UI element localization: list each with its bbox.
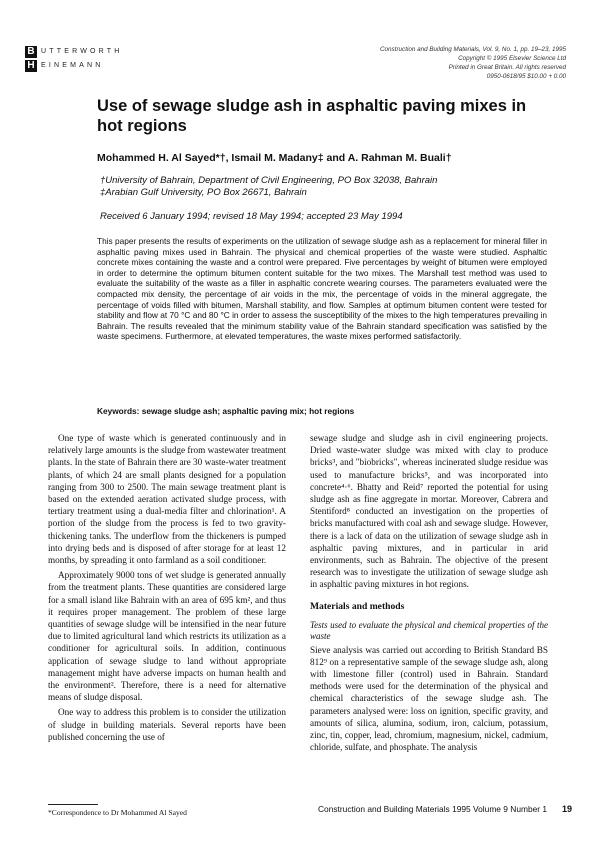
footnote-rule xyxy=(48,804,98,805)
paragraph: sewage sludge and sludge ash in civil engineering projects. Dried waste-water sludge was mixed with clay to produce bricks³, and "biobricks", whereas incinerated sludge residue was used to manufacture bricks⁵, and was incorporated into concrete⁴·⁶. Bhatty and Reid⁷ reported the potential for using sludge ash as fine aggregate in mortar. Moreover, Cabrera and Stentiford⁸ conducted an investigation on the properties of bricks manufactured with coal ash and sewage sludge. However, there is a lack of data on the utilization of sewage sludge ash in asphaltic paving mixtures, and in particular in arid environments, such as Bahrain. The objective of the present research was to investigate the utilization of sewage sludge ash in asphaltic paving mixtures in hot regions. xyxy=(310,433,548,590)
journal-info xyxy=(326,45,566,81)
affiliations xyxy=(100,175,520,198)
paragraph: Sieve analysis was carried out according to British Standard BS 812⁹ on a representative sample of the sewage sludge ash, along with limestone filler (control) used in Bahrain. Standard methods were used for the determination of the physical and chemical characteristics of the sewage sludge ash. The parameters analysed were: loss on ignition, specific gravity, and amounts of silica, alumina, sodium, iron, calcium, potassium, zinc, tin, copper, lead, chromium, magnesium, nickel, cadmium, chloride, sulfate, and phosphate. The analysis xyxy=(310,644,548,753)
affiliation-1: †University of Bahrain, Department of Civil Engineering, PO Box 32038, Bahrain xyxy=(100,175,438,186)
paragraph: One type of waste which is generated continuously and in relatively large amounts is the sludge from wastewater treatment plants. In the state of Bahrain there are 30 waste-water treatment plants, of which 24 are small plants designed for a population ranging from 300 to 2500. The main sewage treatment plant is based on the extended aeration activated sludge process, with tertiary treatment using a dual-media filter and chlorination¹. A portion of the sludge from the process is fed to two gravity-thickening tanks. The underflow from the thickeners is pumped into drying beds and is disposed of after storage for at least 12 months, by spreading it onto farmland as a soil conditioner. xyxy=(48,433,286,566)
logo-word-top: UTTERWORTH xyxy=(41,48,123,55)
journal-citation: Construction and Building Materials, Vol. 9, No. 1, pp. 19–23, 1995 xyxy=(380,46,566,53)
abstract: This paper presents the results of experiments on the utilization of sewage sludge ash as a replacement for mineral filler in asphaltic paving mixes used in Bahrain. The physical and chemical properties of the waste were studied. Asphaltic concrete mixes containing the waste and a control were prepared. Five percentages by weight of bitumen were employed in order to determine the optimum bitumen content suitable for the two mixes. The Marshall test method was used to evaluate the suitability of the waste as a filler in asphaltic concrete wearing courses. The parameters evaluated were the compacted mix density, the percentage of air voids in the mix, the percentage of voids in the mineral aggregate, the percentage of voids filled with bitumen, Marshall stability, and flow. Samples at optimum bitumen content were tested for stability and flow at 70 °C and 80 °C in order to assess the susceptibility of the mixes to the high temperatures prevailing in Bahrain. The results revealed that the minimum stability value of the Bahrain standard specification was satisfied by the waste specimens. Furthermore, at elevated temperatures, the waste mixes performed satisfactorily. xyxy=(97,236,547,342)
journal-issn: 0950-0618/95 $10.00 + 0.00 xyxy=(486,73,566,80)
logo-letter-h: H xyxy=(25,60,37,72)
journal-copyright: Copyright © 1995 Elsevier Science Ltd xyxy=(458,55,566,62)
keywords: Keywords: sewage sludge ash; asphaltic paving mix; hot regions xyxy=(97,406,355,416)
body-column-right xyxy=(310,432,548,756)
paragraph: Approximately 9000 tons of wet sludge is generated annually from the treatment plants. These quantities are considered large for a small island like Bahrain with an area of 695 km², and thus it requires proper management. The problem of these large quantities of sewage sludge will be intensified in the near future due to limited agricultural land which restricts its utilization as a conditioner for agricultural soils. In addition, continuous application of sewage sludge to land without appropriate management might have adverse impacts on human health and the environment². Therefore, there is a need for alternative means of sludge disposal. xyxy=(48,570,286,703)
paragraph: One way to address this problem is to consider the utilization of sludge in building materials. Several reports have been published concerning the use of xyxy=(48,707,286,742)
body-column-left xyxy=(48,432,286,746)
paper-title: Use of sewage sludge ash in asphaltic paving mixes in hot regions xyxy=(97,97,527,135)
section-heading: Materials and methods xyxy=(310,600,405,612)
page-number: 19 xyxy=(562,804,573,814)
journal-printed: Printed in Great Britain. All rights reserved xyxy=(448,64,566,71)
footnote: *Correspondence to Dr Mohammed Al Sayed xyxy=(48,808,187,817)
received-dates: Received 6 January 1994; revised 18 May 1994; accepted 23 May 1994 xyxy=(100,211,403,222)
author-list: Mohammed H. Al Sayed*†, Ismail M. Madany‡ and A. Rahman M. Buali† xyxy=(97,152,452,164)
affiliation-2: ‡Arabian Gulf University, PO Box 26671, Bahrain xyxy=(100,186,307,198)
footer-journal: Construction and Building Materials 1995 Volume 9 Number 1 xyxy=(318,804,548,814)
logo-word-bottom: EINEMANN xyxy=(41,62,104,69)
logo-letter-b: B xyxy=(25,46,37,58)
subsection-heading: Tests used to evaluate the physical and chemical properties of the waste xyxy=(310,619,548,642)
publisher-logo xyxy=(25,46,135,74)
